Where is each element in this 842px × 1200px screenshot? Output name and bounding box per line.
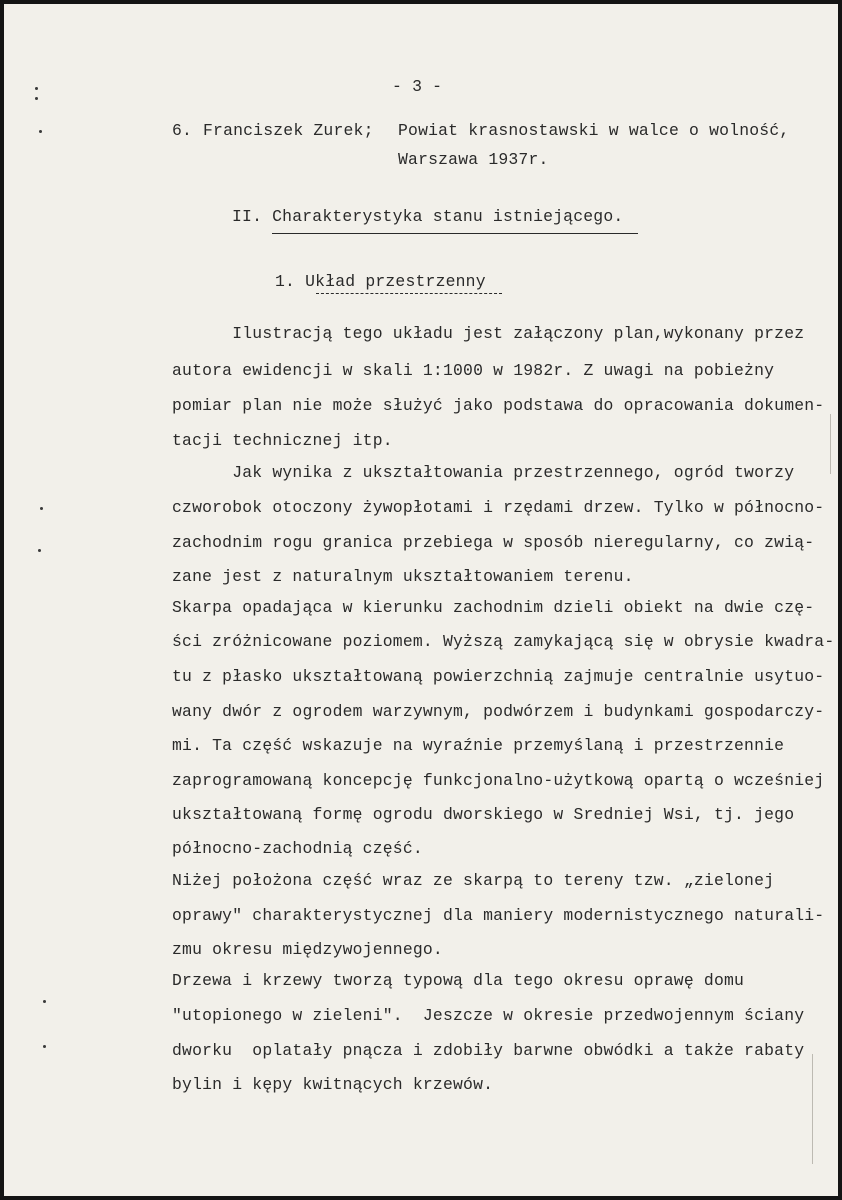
section-heading-underline [272,233,638,234]
page-edge-shadow [830,414,831,474]
document-page [4,4,838,1196]
body-line: Niżej położona część wraz ze skarpą to tereny tzw. „zielonej [172,871,775,890]
margin-punch-mark [40,507,43,510]
margin-punch-mark [35,97,38,100]
margin-punch-mark [38,549,41,552]
body-line: północno-zachodnią część. [172,839,423,858]
body-line: bylin i kępy kwitnących krzewów. [172,1075,494,1094]
body-line: "utopionego w zieleni". Jeszcze w okresie przedwojennym ściany [172,1006,805,1025]
body-line: zane jest z naturalnym ukształtowaniem terenu. [172,567,634,586]
body-line: Drzewa i krzewy tworzą typową dla tego okresu oprawę domu [172,971,745,990]
margin-punch-mark [43,1000,46,1003]
body-line: autora ewidencji w skali 1:1000 w 1982r. Z uwagi na pobieżny [172,361,775,380]
body-line: zmu okresu międzywojennego. [172,940,443,959]
section-heading: II. Charakterystyka stanu istniejącego. [232,207,624,226]
body-line: tacji technicznej itp. [172,431,393,450]
body-line: dworku oplatały pnącza i zdobiły barwne obwódki a także rabaty [172,1041,805,1060]
reference-author: Franciszek Zurek; [203,121,374,140]
body-line: zachodnim rogu granica przebiega w sposób nieregularny, co zwią- [172,533,815,552]
body-line: mi. Ta część wskazuje na wyraźnie przemyślaną i przestrzennie [172,736,785,755]
reference-title: Powiat krasnostawski w walce o wolność, [398,121,790,140]
subsection-heading: 1. Układ przestrzenny [275,272,486,291]
margin-punch-mark [39,130,42,133]
body-line: tu z płasko ukształtowaną powierzchnią zajmuje centralnie usytuo- [172,667,825,686]
subsection-heading-underline [316,293,502,294]
body-line: ukształtowaną formę ogrodu dworskiego w Sredniej Wsi, tj. jego [172,805,795,824]
page-edge-shadow [812,1054,813,1164]
body-line: wany dwór z ogrodem warzywnym, podwórzem i budynkami gospodarczy- [172,702,825,721]
reference-place-year: Warszawa 1937r. [398,150,549,169]
body-line: czworobok otoczony żywopłotami i rzędami drzew. Tylko w północno- [172,498,825,517]
body-line: Skarpa opadająca w kierunku zachodnim dzieli obiekt na dwie czę- [172,598,815,617]
reference-number: 6. [172,121,193,140]
body-line: pomiar plan nie może służyć jako podstawa do opracowania dokumen- [172,396,825,415]
body-line: Ilustracją tego układu jest załączony plan,wykonany przez [172,324,805,343]
body-line: Jak wynika z ukształtowania przestrzennego, ogród tworzy [172,463,795,482]
body-line: ści zróżnicowane poziomem. Wyższą zamykającą się w obrysie kwadra- [172,632,835,651]
body-line: oprawy" charakterystycznej dla maniery modernistycznego naturali- [172,906,825,925]
body-line: zaprogramowaną koncepcję funkcjonalno-użytkową opartą o wcześniej [172,771,825,790]
page-number: - 3 - [392,77,443,96]
margin-punch-mark [35,87,38,90]
margin-punch-mark [43,1045,46,1048]
